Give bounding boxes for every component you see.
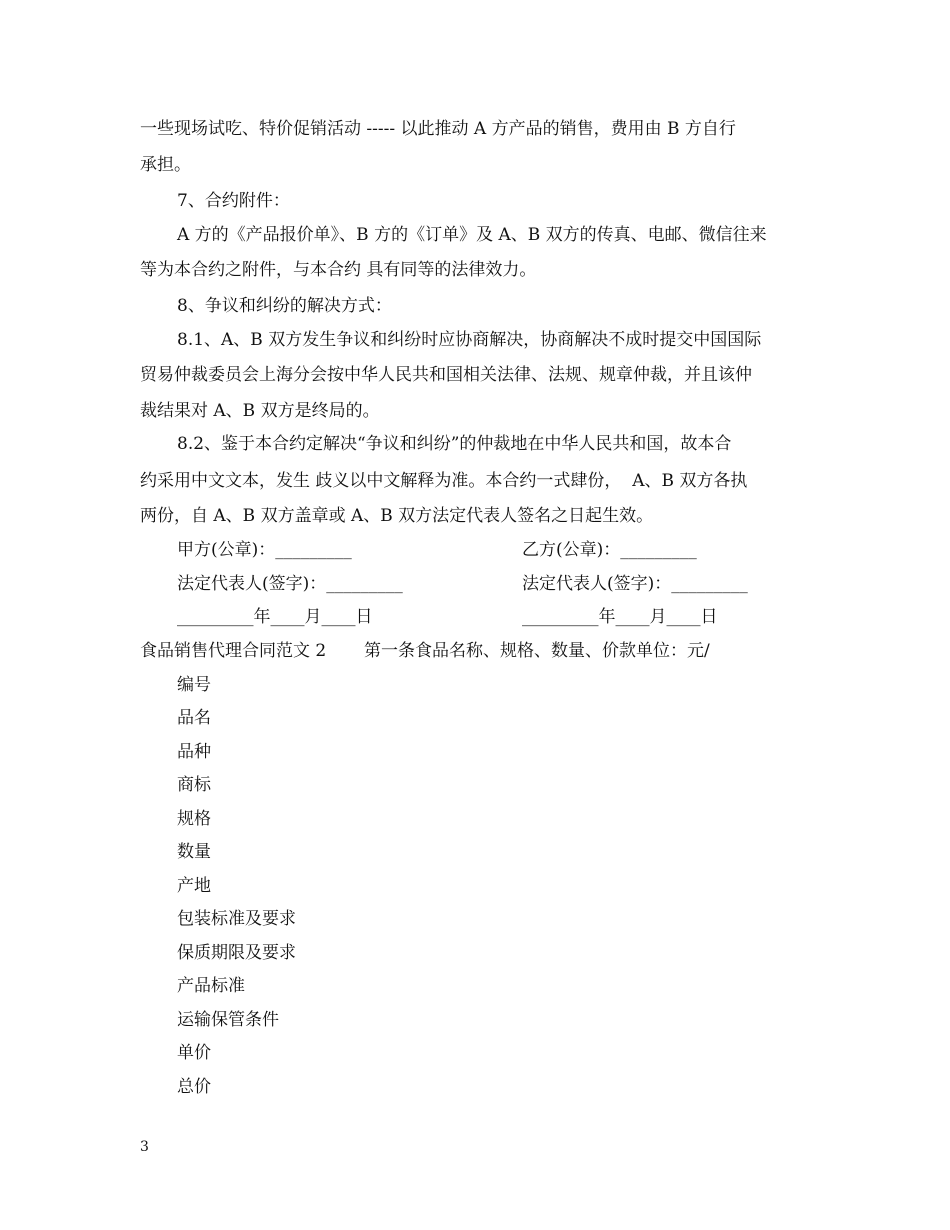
party-a-seal: 甲方(公章)：_________ — [177, 540, 352, 560]
section-title: 7、合约附件： — [177, 191, 290, 211]
paragraph-line: 约采用中文文本，发生 歧义以中文解释为准。本合约一式肆份， A、B 双方各执 — [140, 471, 748, 491]
field-label: 产地 — [177, 876, 211, 896]
field-label: 单价 — [177, 1043, 211, 1063]
field-label: 包装标准及要求 — [177, 909, 296, 929]
field-label: 保质期限及要求 — [177, 943, 296, 963]
page-number: 3 — [140, 1139, 149, 1155]
field-label: 商标 — [177, 775, 211, 795]
field-label: 品种 — [177, 742, 211, 762]
paragraph-line: 一些现场试吃、特价促销活动 ----- 以此推动 A 方产品的销售，费用由 B 方自行 — [140, 119, 736, 139]
field-label: 产品标准 — [177, 976, 245, 996]
paragraph-line: 8.1、A、B 双方发生争议和纠纷时应协商解决，协商解决不成时提交中国国际 — [177, 330, 762, 350]
field-label: 运输保管条件 — [177, 1010, 279, 1030]
field-label: 编号 — [177, 675, 211, 695]
field-label: 总价 — [177, 1077, 211, 1097]
paragraph-line: A 方的《产品报价单》、B 方的《订单》及 A、B 双方的传真、电邮、微信往来 — [177, 225, 767, 245]
paragraph-line: 裁结果对 A、B 双方是终局的。 — [140, 401, 380, 421]
party-b-seal: 乙方(公章)：_________ — [522, 540, 697, 560]
field-label: 品名 — [177, 708, 211, 728]
party-b-representative: 法定代表人(签字)：_________ — [522, 574, 748, 594]
paragraph-line: 8.2、鉴于本合约定解决“争议和纠纷”的仲裁地在中华人民共和国，故本合 — [177, 434, 732, 454]
paragraph-line: 等为本合约之附件，与本合约 具有同等的法律效力。 — [140, 260, 537, 280]
field-label: 规格 — [177, 809, 211, 829]
section-title: 8、争议和纠纷的解决方式： — [177, 296, 392, 316]
party-a-representative: 法定代表人(签字)：_________ — [177, 574, 403, 594]
paragraph-line: 两份，自 A、B 双方盖章或 A、B 双方法定代表人签名之日起生效。 — [140, 506, 654, 526]
contract2-heading: 食品销售代理合同范文 2 第一条食品名称、规格、数量、价款单位：元/ — [140, 641, 710, 661]
party-b-date: _________年____月____日 — [522, 607, 718, 627]
paragraph-line: 承担。 — [140, 155, 191, 175]
field-label: 数量 — [177, 842, 211, 862]
paragraph-line: 贸易仲裁委员会上海分会按中华人民共和国相关法律、法规、规章仲裁，并且该仲 — [140, 365, 752, 385]
party-a-date: _________年____月____日 — [177, 607, 373, 627]
